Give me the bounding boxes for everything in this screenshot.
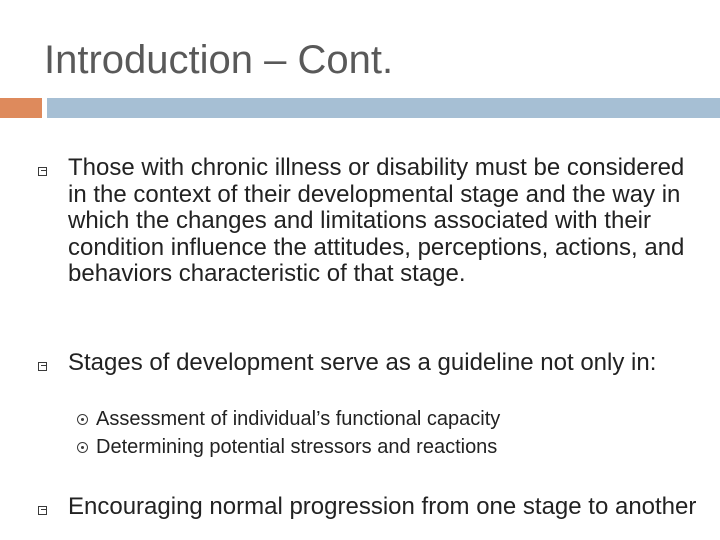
sub-bullet-icon [77,414,88,425]
accent-bar-blue [47,98,720,118]
bullet-text-2: Stages of development serve as a guideline not only in: [68,349,657,376]
slide-title: Introduction – Cont. [44,38,394,82]
sub-item-2: Determining potential stressors and reactions [96,436,498,458]
bullet-box-icon [38,167,47,176]
accent-bar-orange [0,98,42,118]
bullet-box-icon [38,362,47,371]
bullet-text-1: Those with chronic illness or disability must be considered in the context of their developmental stage and the way in which the changes and limitations associated with their condition influence the attitudes, perceptions, actions, and behaviors characteristic of that stage. [68,154,685,287]
bullet-box-icon [38,506,47,515]
sub-item-1: Assessment of individual’s functional capacity [96,408,501,430]
sub-bullet-icon [77,442,88,453]
bullet-text-3: Encouraging normal progression from one stage to another [68,493,697,520]
